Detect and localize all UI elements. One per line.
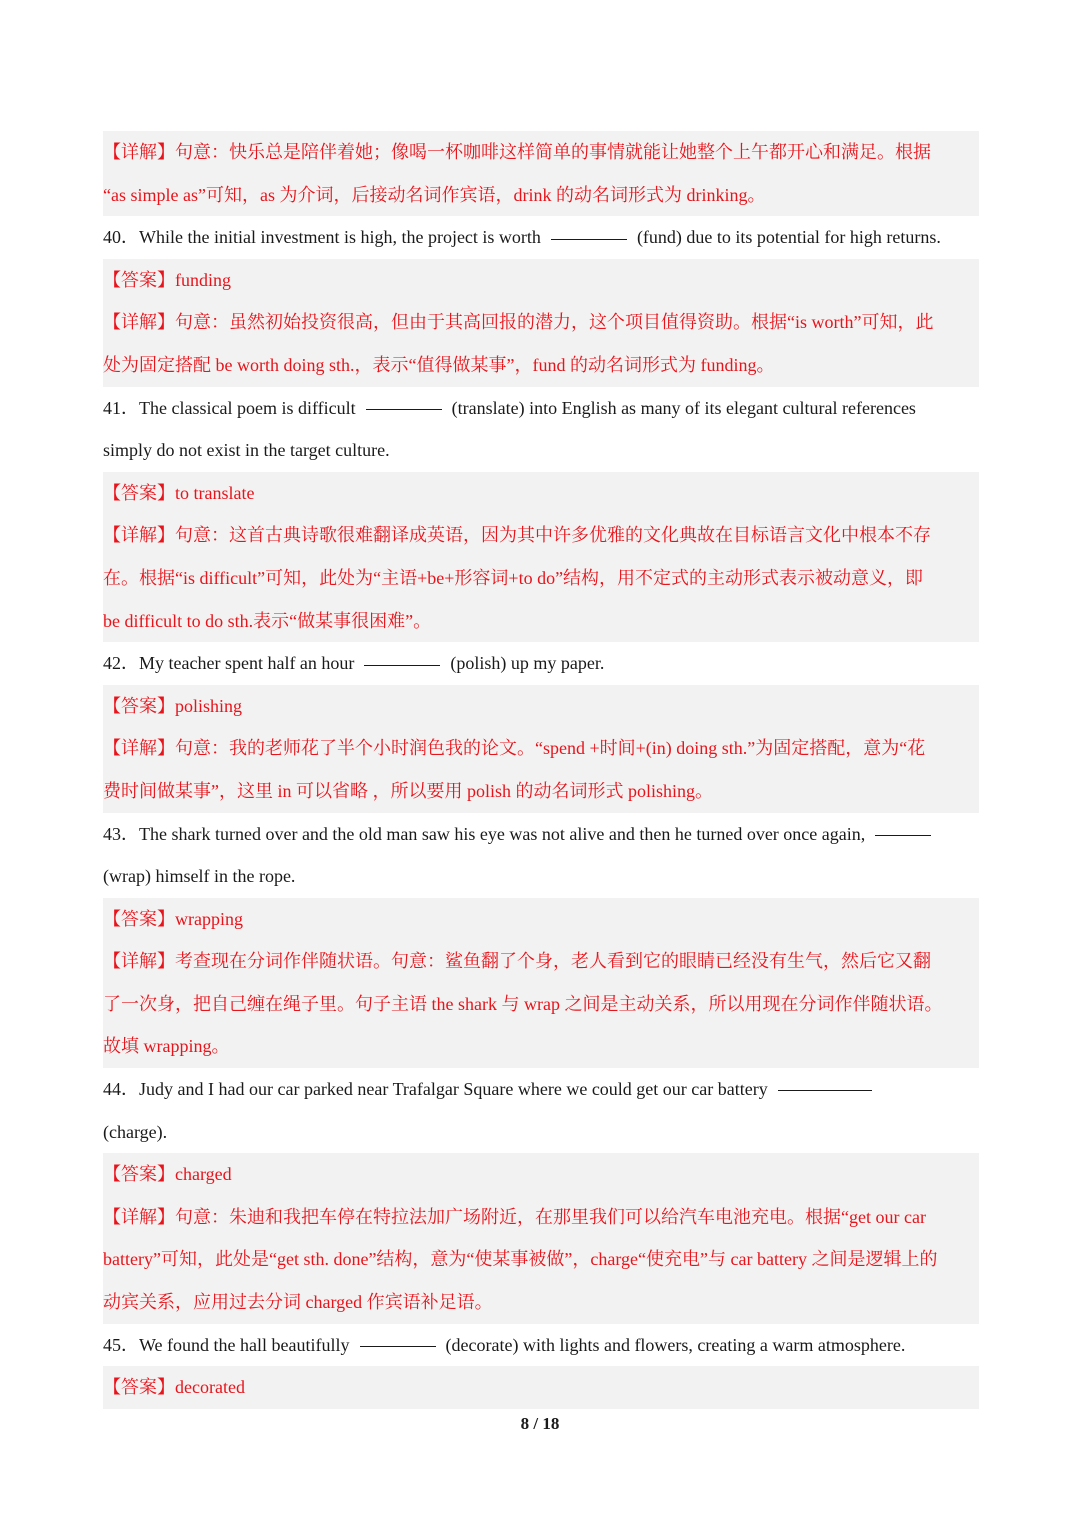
answer-line: 【答案】wrapping xyxy=(103,908,243,929)
document-page xyxy=(103,131,979,1409)
detail-line: 在。根据“is difficult”可知，此处为“主语+be+形容词+to do”结构，用不定式的主动形式表示被动意义，即 xyxy=(103,567,924,588)
detail-line: 费时间做某事”，这里 in 可以省略 ，所以要用 polish 的动名词形式 polishing。 xyxy=(103,780,714,801)
answer-blank xyxy=(778,1090,872,1091)
answer-line: 【答案】funding xyxy=(103,269,231,290)
question-text: 42．My teacher spent half an hour xyxy=(103,653,355,674)
question-text: (charge). xyxy=(103,1121,168,1142)
detail-line: 【详解】句意：朱迪和我把车停在特拉法加广场附近，在那里我们可以给汽车电池充电。根据“get our car xyxy=(103,1206,926,1227)
answer-line: 【答案】decorated xyxy=(103,1377,245,1398)
detail-line: 【详解】句意：虽然初始投资很高，但由于其高回报的潜力，这个项目值得资助。根据“is worth”可知，此 xyxy=(103,312,934,333)
question-text: (translate) into English as many of its elegant cultural references xyxy=(451,397,916,418)
detail-line: 【详解】句意：快乐总是陪伴着她；像喝一杯咖啡这样简单的事情就能让她整个上午都开心和满足。根据 xyxy=(103,142,931,162)
question-text: 43．The shark turned over and the old man saw his eye was not alive and then he turned over once again, xyxy=(103,823,866,844)
detail-line: 了一次身，把自己缠在绳子里。句子主语 the shark 与 wrap 之间是主动关系，所以用现在分词作伴随状语。 xyxy=(103,993,943,1014)
q40-answer-box xyxy=(103,259,979,387)
question-text: (wrap) himself in the rope. xyxy=(103,866,296,887)
question-text: (fund) due to its potential for high returns. xyxy=(636,227,941,248)
detail-line: battery”可知，此处是“get sth. done”结构，意为“使某事被做”，charge“使充电”与 car battery 之间是逻辑上的 xyxy=(103,1249,938,1270)
answer-blank xyxy=(875,835,931,836)
question-text: (decorate) with lights and flowers, creating a warm atmosphere. xyxy=(445,1334,906,1355)
question-text: simply do not exist in the target culture. xyxy=(103,440,390,461)
detail-line: 故填 wrapping。 xyxy=(103,1036,230,1057)
detail-line: 【详解】句意：这首古典诗歌很难翻译成英语，因为其中许多优雅的文化典故在目标语言文化中根本不存 xyxy=(103,525,931,546)
q40-question xyxy=(103,216,979,259)
detail-line: 【详解】句意：我的老师花了半个小时润色我的论文。“spend +时间+(in) doing sth.”为固定搭配，意为“花 xyxy=(103,738,926,759)
q42-answer-box xyxy=(103,685,979,813)
q44-answer-box xyxy=(103,1153,979,1323)
answer-blank xyxy=(364,665,440,666)
q43-answer-box xyxy=(103,898,979,1068)
question-text: 45．We found the hall beautifully xyxy=(103,1334,350,1355)
answer-blank xyxy=(551,239,627,240)
detail-line: 处为固定搭配 be worth doing sth.，表示“值得做某事”，fund 的动名词形式为 funding。 xyxy=(103,354,775,375)
q45-answer-box xyxy=(103,1366,979,1409)
q41-answer-box xyxy=(103,472,979,642)
question-text: 40．While the initial investment is high, the project is worth xyxy=(103,227,541,248)
answer-line: 【答案】charged xyxy=(103,1164,232,1185)
detail-line: 动宾关系，应用过去分词 charged 作宾语补足语。 xyxy=(103,1292,493,1313)
answer-blank xyxy=(366,409,442,410)
answer-line: 【答案】to translate xyxy=(103,482,255,503)
detail-line: “as simple as”可知，as 为介词，后接动名词作宾语，drink 的动名词形式为 drinking。 xyxy=(103,184,766,205)
question-text: 41．The classical poem is difficult xyxy=(103,397,356,418)
page-number: 8 / 18 xyxy=(520,1414,560,1433)
q39-detail xyxy=(103,131,979,216)
q43-question xyxy=(103,813,979,898)
detail-line: be difficult to do sth.表示“做某事很困难”。 xyxy=(103,610,432,631)
detail-line: 【详解】考查现在分词作伴随状语。句意：鲨鱼翻了个身，老人看到它的眼睛已经没有生气，然后它又翻 xyxy=(103,951,931,972)
q41-question xyxy=(103,387,979,472)
q42-question xyxy=(103,642,979,685)
question-text: 44．Judy and I had our car parked near Trafalgar Square where we could get our car battery xyxy=(103,1079,768,1100)
question-text: (polish) up my paper. xyxy=(450,653,605,674)
q44-question xyxy=(103,1068,979,1153)
answer-line: 【答案】polishing xyxy=(103,695,243,716)
q45-question xyxy=(103,1324,979,1367)
answer-blank xyxy=(360,1346,436,1347)
